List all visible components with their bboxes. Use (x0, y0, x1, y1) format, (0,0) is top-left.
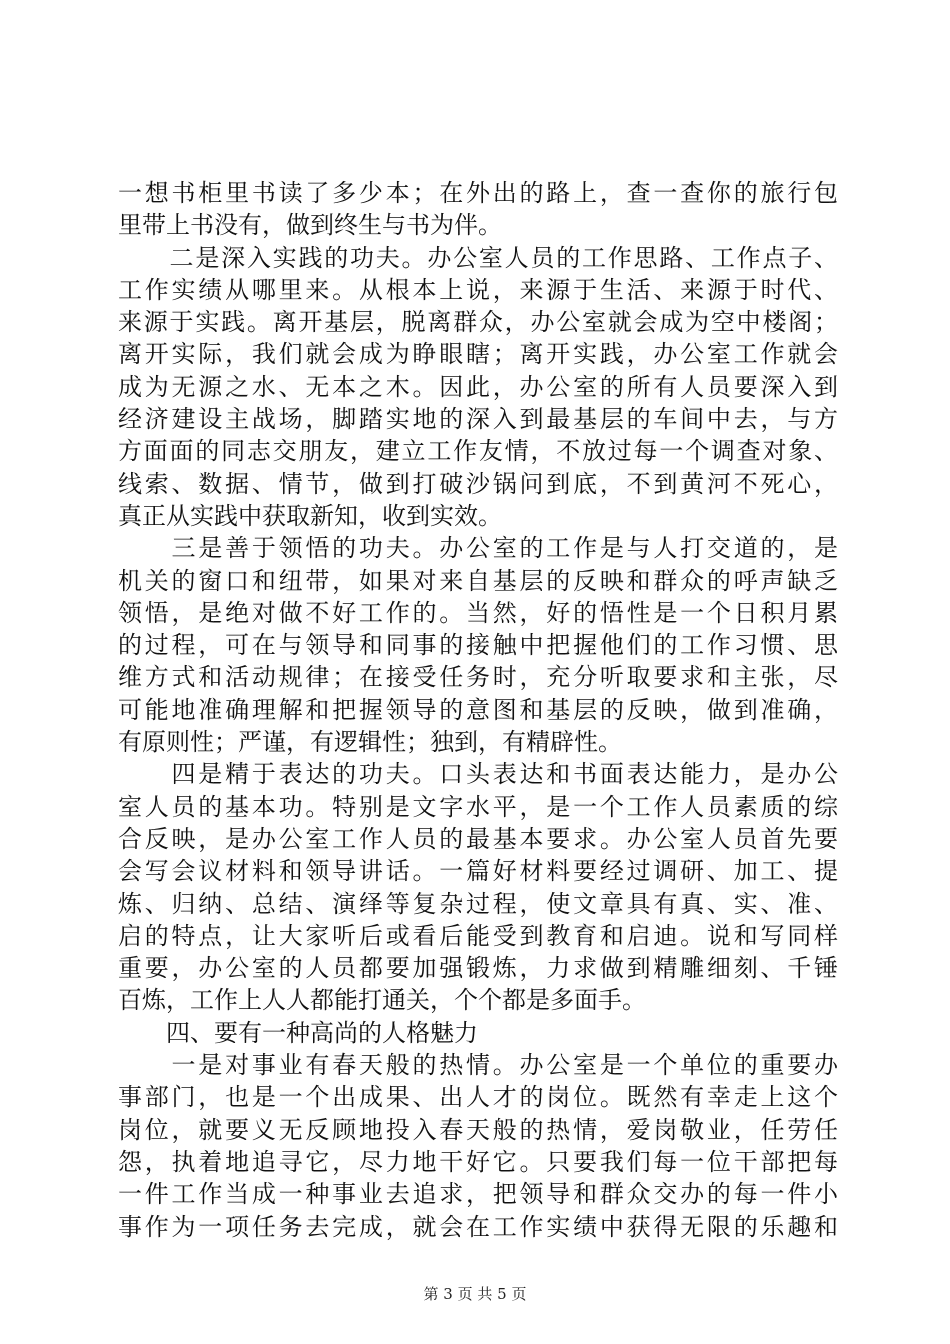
body-text (118, 177, 838, 1243)
text-line: 炼、归纳、总结、演绎等复杂过程，使文章具有真、实、准、 (118, 889, 838, 918)
text-line: 的过程，可在与领导和同事的接触中把握他们的工作习惯、思 (118, 631, 838, 660)
text-line: 经济建设主战场，脚踏实地的深入到最基层的车间中去，与方 (118, 405, 838, 434)
text-line: 有原则性；严谨，有逻辑性；独到，有精辟性。 (118, 728, 622, 757)
text-line: 室人员的基本功。特别是文字水平，是一个工作人员素质的综 (118, 792, 838, 821)
text-line: 方面面的同志交朋友，建立工作友情，不放过每一个调查对象、 (118, 437, 838, 466)
text-line: 会写会议材料和领导讲话。一篇好材料要经过调研、加工、提 (118, 857, 838, 886)
text-line: 来源于实践。离开基层，脱离群众，办公室就会成为空中楼阁； (118, 308, 838, 337)
text-line: 四是精于表达的功夫。口头表达和书面表达能力，是办公 (118, 760, 838, 789)
text-line: 启的特点，让大家听后或看后能受到教育和启迪。说和写同样 (118, 921, 838, 950)
text-line: 事部门，也是一个出成果、出人才的岗位。既然有幸走上这个 (118, 1083, 838, 1112)
text-line: 可能地准确理解和把握领导的意图和基层的反映，做到准确， (118, 695, 838, 724)
text-line: 工作实绩从哪里来。从根本上说，来源于生活、来源于时代、 (118, 275, 838, 304)
text-line: 三是善于领悟的功夫。办公室的工作是与人打交道的，是 (118, 534, 838, 563)
text-line: 离开实际，我们就会成为睁眼瞎；离开实践，办公室工作就会 (118, 340, 838, 369)
text-line: 维方式和活动规律；在接受任务时，充分听取要求和主张，尽 (118, 663, 838, 692)
text-line: 里带上书没有，做到终生与书为伴。 (118, 211, 502, 240)
text-line: 合反映，是办公室工作人员的最基本要求。办公室人员首先要 (118, 824, 838, 853)
text-line: 重要，办公室的人员都要加强锻炼，力求做到精雕细刻、千锤 (118, 954, 838, 983)
text-line: 一件工作当成一种事业去追求，把领导和群众交办的每一件小 (118, 1180, 838, 1209)
text-line: 一是对事业有春天般的热情。办公室是一个单位的重要办 (118, 1051, 838, 1080)
text-line: 机关的窗口和纽带，如果对来自基层的反映和群众的呼声缺乏 (118, 566, 838, 595)
page-footer: 第 3 页 共 5 页 (423, 1285, 527, 1303)
text-line: 事作为一项任务去完成，就会在工作实绩中获得无限的乐趣和 (118, 1212, 838, 1241)
text-line: 二是深入实践的功夫。办公室人员的工作思路、工作点子、 (118, 243, 838, 272)
text-line: 怨，执着地追寻它，尽力地干好它。只要我们每一位干部把每 (118, 1147, 838, 1176)
text-line: 岗位，就要义无反顾地投入春天般的热情，爱岗敬业，任劳任 (118, 1115, 838, 1144)
text-line: 百炼，工作上人人都能打通关，个个都是多面手。 (118, 986, 646, 1015)
text-line: 四、要有一种高尚的人格魅力 (118, 1018, 478, 1047)
text-line: 真正从实践中获取新知，收到实效。 (118, 501, 502, 530)
text-line: 领悟，是绝对做不好工作的。当然，好的悟性是一个日积月累 (118, 598, 838, 627)
text-line: 成为无源之水、无本之木。因此，办公室的所有人员要深入到 (118, 372, 838, 401)
text-line: 线索、数据、情节，做到打破沙锅问到底，不到黄河不死心， (118, 469, 838, 498)
text-line: 一想书柜里书读了多少本；在外出的路上，查一查你的旅行包 (118, 179, 838, 207)
